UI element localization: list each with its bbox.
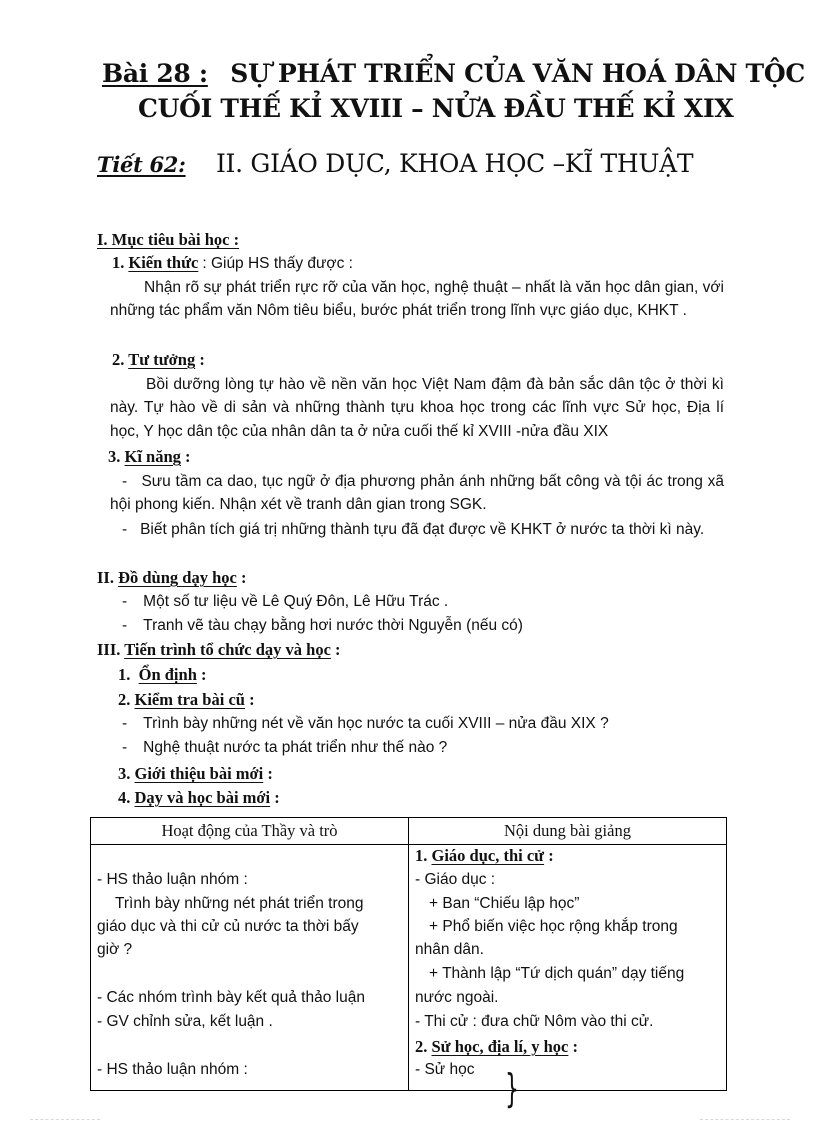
period-heading <box>97 148 693 181</box>
table-header-content: Nội dung bài giảng <box>409 818 727 845</box>
page-footer-divider-left <box>30 1119 100 1120</box>
skills-label: 3. Kĩ năng : <box>108 447 191 466</box>
section-title: II. GIÁO DỤC, KHOA HỌC –KĨ THUẬT <box>215 149 694 178</box>
material-item: - Một số tư liệu về Lê Quý Đôn, Lê Hữu Trác . <box>122 593 449 610</box>
activity-line: - HS thảo luận nhóm : <box>97 1061 248 1078</box>
activity-line: - Các nhóm trình bày kết quả thảo luận <box>97 989 365 1006</box>
activity-line: - GV chỉnh sửa, kết luận . <box>97 1013 273 1030</box>
page-footer-divider-right <box>700 1119 790 1120</box>
content-line: - Thi cử : đưa chữ Nôm vào thi cử. <box>415 1013 654 1030</box>
table-header-activities: Hoạt động của Thầy và trò <box>91 818 409 845</box>
content-line: - Giáo dục : <box>415 871 496 888</box>
step-review: 2. Kiểm tra bài cũ : <box>118 690 255 709</box>
step-stabilize: 1. Ổn định : <box>118 665 207 684</box>
content-line: + Thành lập “Tứ dịch quán” dạy tiếng <box>429 965 685 982</box>
objectives-heading: I. Mục tiêu bài học : <box>97 230 240 249</box>
lesson-title-line2: CUỐI THẾ KỈ XVIII – NỬA ĐẦU THẾ KỈ XIX <box>138 94 734 123</box>
content-line: + Phổ biến việc học rộng khắp trong <box>429 918 678 935</box>
step-teach: 4. Dạy và học bài mới : <box>118 788 280 807</box>
activity-line: - HS thảo luận nhóm : <box>97 871 248 888</box>
step-intro: 3. Giới thiệu bài mới : <box>118 764 273 783</box>
activity-line: Trình bày những nét phát triển trong <box>115 895 364 912</box>
content-line: nước ngoài. <box>415 989 499 1006</box>
content-line: nhân dân. <box>415 941 484 958</box>
knowledge-text: Nhận rõ sự phát triển rực rỡ của văn học, nghệ thuật – nhất là văn học dân gian, với những tác phẩm văn Nôm tiêu biểu, bước phát triển trong lĩnh vực giáo dục, KHKT . <box>110 279 724 320</box>
process-heading: III. Tiến trình tổ chức dạy và học : <box>97 640 341 659</box>
curly-brace-mark: } <box>505 1068 519 1113</box>
period-number: Tiết 62: <box>97 152 186 177</box>
skill-item: - Sưu tầm ca dao, tục ngữ ở địa phương phản ánh những bất công và tội ác trong xã hội phong kiến. Nhận xét về tranh dân gian trong SGK. <box>110 473 725 514</box>
table-row <box>91 845 727 1091</box>
material-item: - Tranh vẽ tàu chạy bằng hơi nước thời Nguyễn (nếu có) <box>122 617 523 634</box>
knowledge-intro: : Giúp HS thấy được : <box>202 255 353 272</box>
materials-heading: II. Đồ dùng dạy học : <box>97 568 247 587</box>
skill-item: - Biết phân tích giá trị những thành tựu đã đạt được về KHKT ở nước ta thời kì này. <box>122 521 705 538</box>
thought-label: 2. Tư tưởng : <box>112 350 205 369</box>
activity-line: giáo dục và thi cử củ nước ta thời bấy <box>97 918 359 935</box>
content-cell <box>409 845 727 1091</box>
lesson-title-line1: SỰ PHÁT TRIỂN CỦA VĂN HOÁ DÂN TỘC <box>230 59 805 88</box>
thought-title: Tư tưởng <box>128 350 196 369</box>
content-line: - Sử học <box>415 1061 475 1078</box>
activity-line: giờ ? <box>97 941 133 958</box>
content-heading: 1. Giáo dục, thi cử : <box>415 846 554 865</box>
activities-cell <box>91 845 409 1091</box>
skills-title: Kĩ năng <box>124 447 181 466</box>
knowledge-title: Kiến thức <box>128 253 199 272</box>
lesson-title <box>102 58 805 90</box>
content-line: + Ban “Chiếu lập học” <box>429 895 580 912</box>
content-heading: 2. Sử học, địa lí, y học : <box>415 1037 579 1056</box>
lesson-table <box>90 817 727 1091</box>
table-header-row <box>91 818 727 845</box>
review-question: - Nghệ thuật nước ta phát triển như thế nào ? <box>122 739 448 756</box>
review-question: - Trình bày những nét về văn học nước ta cuối XVIII – nửa đầu XIX ? <box>122 715 609 732</box>
lesson-number: Bài 28 : <box>102 59 208 88</box>
knowledge-label: 1. Kiến thức : Giúp HS thấy được : <box>112 253 353 272</box>
thought-text: Bồi dưỡng lòng tự hào về nền văn học Việt Nam đậm đà bản sắc dân tộc ở thời kì này. Tự hào về di sản và những thành tựu khoa học trong các lĩnh vực Sử học, Địa lí học, Y học dân tộc của nhân dân ta ở nửa cuối thế kỉ XVIII -nửa đầu XIX <box>110 376 724 440</box>
